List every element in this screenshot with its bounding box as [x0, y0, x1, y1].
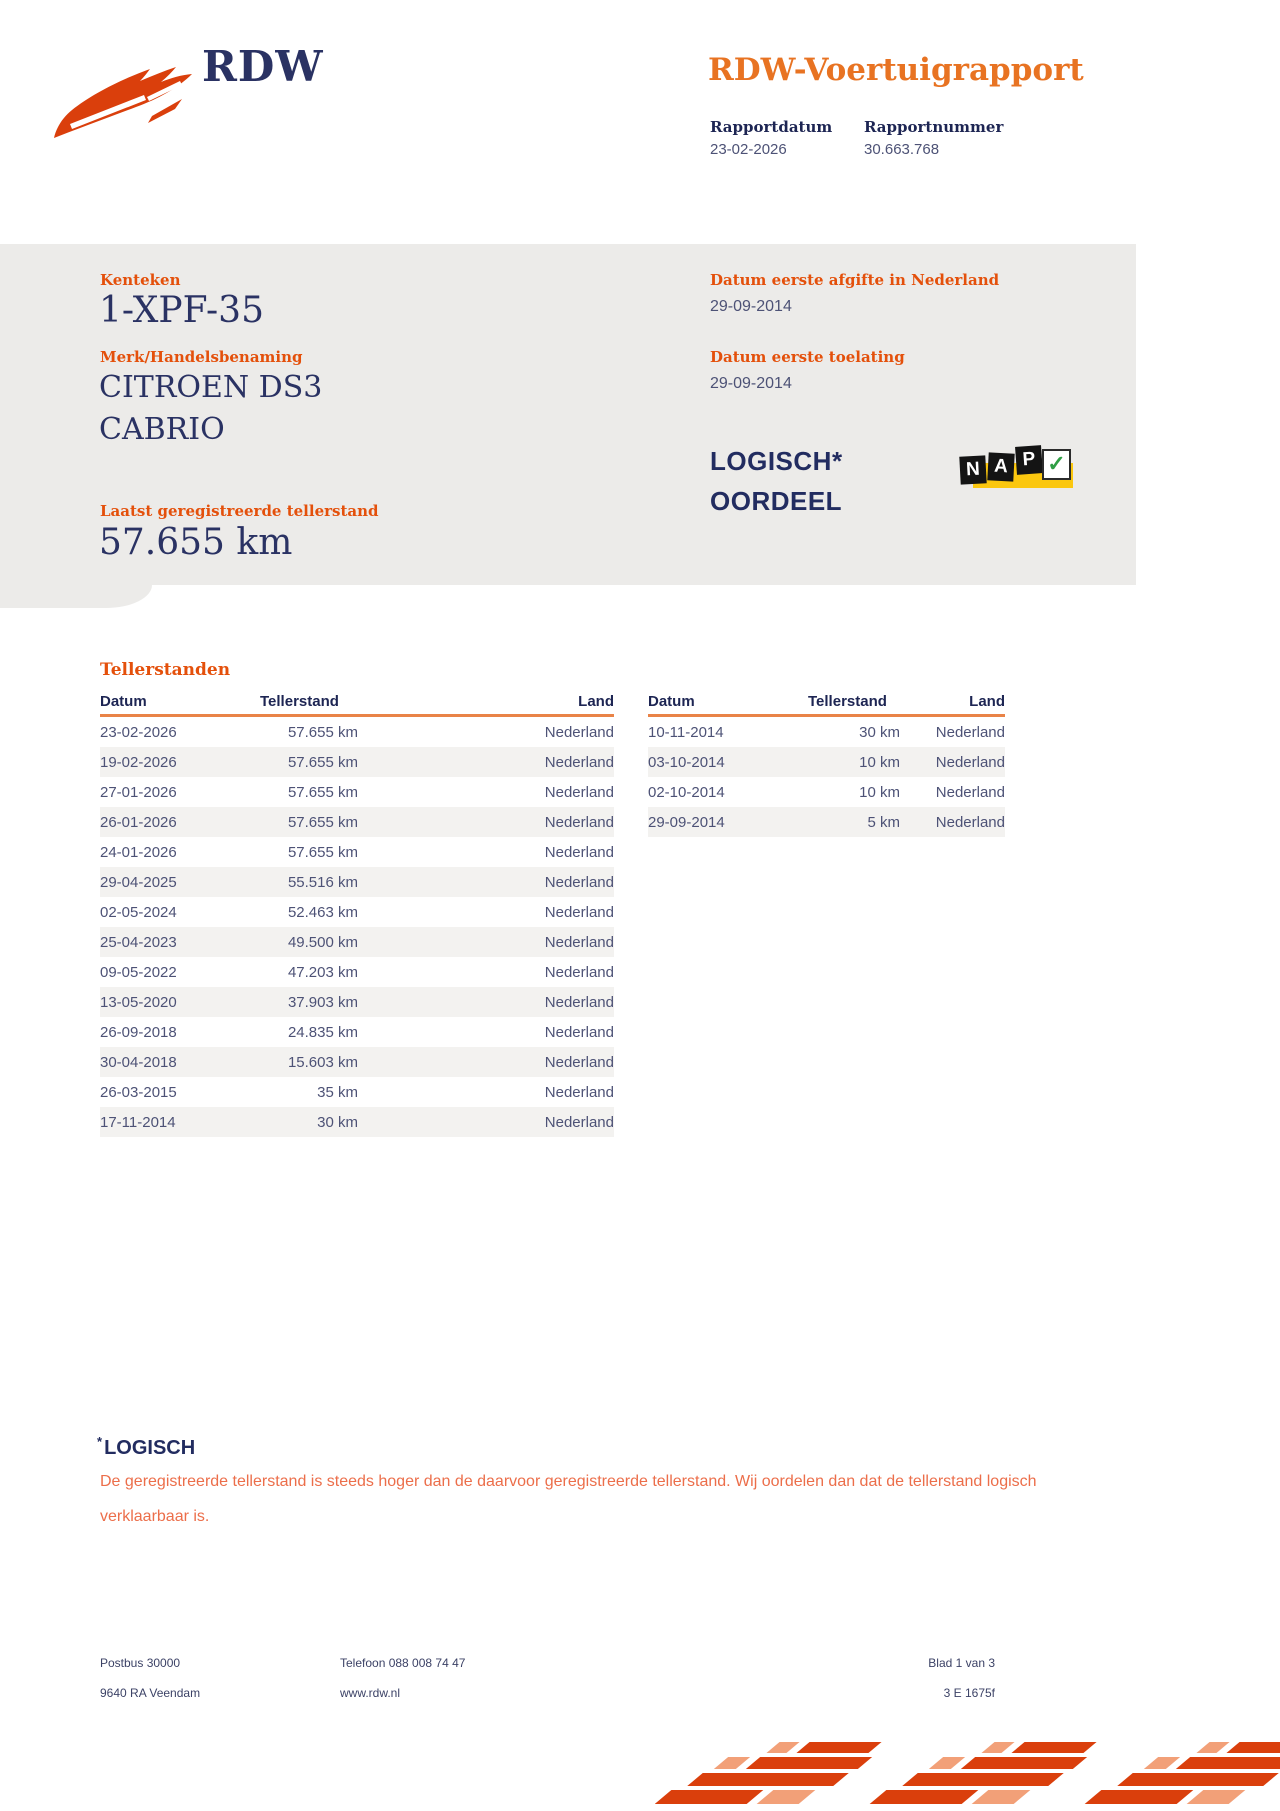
tellerstand-cell: 49.500 km: [287, 933, 358, 951]
table-row: [100, 1107, 614, 1137]
land-cell: Nederland: [935, 813, 1005, 831]
tellerstand-cell: 35 km: [317, 1083, 358, 1101]
datum-cell: 13-05-2020: [100, 993, 177, 1011]
datum-cell: 30-04-2018: [100, 1053, 177, 1071]
land-cell: Nederland: [544, 933, 614, 951]
tellerstand-cell: 30 km: [859, 723, 900, 741]
column-header-land: Land: [969, 692, 1005, 710]
summary-panel-tab: [0, 585, 152, 608]
land-cell: Nederland: [935, 783, 1005, 801]
footer-form-code: 3 E 1675f: [943, 1686, 995, 1700]
report-number-label: Rapportnummer: [864, 118, 1004, 136]
column-header-datum: Datum: [648, 692, 695, 710]
toelating-value: 29-09-2014: [710, 375, 792, 392]
table-row: [100, 1077, 614, 1107]
datum-cell: 02-05-2024: [100, 903, 177, 921]
land-cell: Nederland: [544, 843, 614, 861]
tellerstanden-heading: Tellerstanden: [100, 660, 231, 680]
table-row: [648, 807, 1005, 837]
tellerstanden-table-right: [648, 688, 1005, 837]
land-cell: Nederland: [544, 1053, 614, 1071]
tellerstand-cell: 10 km: [859, 753, 900, 771]
report-date-label: Rapportdatum: [710, 118, 833, 136]
datum-cell: 25-04-2023: [100, 933, 177, 951]
logisch-footnote-text: De geregistreerde tellerstand is steeds hoger dan de daarvoor geregistreerde tellerstand. Wij oordelen dan dat de tellerstand logisch verklaarbaar is.: [100, 1473, 1037, 1525]
datum-cell: 26-09-2018: [100, 1023, 177, 1041]
table-row: [648, 777, 1005, 807]
oordeel-line2: OORDEEL: [710, 486, 843, 516]
afgifte-value: 29-09-2014: [710, 298, 792, 315]
column-header-datum: Datum: [100, 692, 147, 710]
nap-logo: [956, 444, 1076, 494]
laatst-tellerstand-value: 57.655 km: [99, 522, 293, 563]
table-row: [648, 716, 1005, 748]
tellerstand-cell: 57.655 km: [287, 843, 358, 861]
datum-cell: 29-09-2014: [648, 813, 725, 831]
table-row: [100, 777, 614, 807]
report-date-value: 23-02-2026: [710, 141, 787, 158]
tellerstand-cell: 37.903 km: [287, 993, 358, 1011]
table-row: [100, 927, 614, 957]
table-header-row: [100, 688, 614, 716]
datum-cell: 26-03-2015: [100, 1083, 177, 1101]
datum-cell: 02-10-2014: [648, 783, 725, 801]
tellerstand-cell: 57.655 km: [287, 723, 358, 741]
datum-cell: 03-10-2014: [648, 753, 725, 771]
merk-value-line1: CITROEN DS3: [99, 370, 323, 405]
oordeel-line1: LOGISCH*: [710, 446, 843, 476]
tellerstand-cell: 57.655 km: [287, 753, 358, 771]
tellerstand-cell: 57.655 km: [287, 783, 358, 801]
table-row: [100, 807, 614, 837]
land-cell: Nederland: [544, 1023, 614, 1041]
table-row: [100, 957, 614, 987]
nap-letter-p: P: [1015, 445, 1043, 475]
toelating-label: Datum eerste toelating: [710, 348, 905, 366]
rdw-deco-stripes-icon: [655, 1740, 1280, 1811]
land-cell: Nederland: [544, 873, 614, 891]
footer-address-line1: Postbus 30000: [100, 1656, 181, 1670]
land-cell: Nederland: [935, 723, 1005, 741]
land-cell: Nederland: [544, 993, 614, 1011]
land-cell: Nederland: [544, 963, 614, 981]
table-row: [100, 987, 614, 1017]
land-cell: Nederland: [935, 753, 1005, 771]
column-header-land: Land: [578, 692, 614, 710]
datum-cell: 09-05-2022: [100, 963, 177, 981]
merk-value-line2: CABRIO: [99, 412, 225, 447]
table-row: [100, 897, 614, 927]
tellerstand-cell: 55.516 km: [287, 873, 358, 891]
table-row: [100, 1017, 614, 1047]
datum-cell: 23-02-2026: [100, 723, 177, 741]
logisch-footnote-title: [97, 1434, 195, 1460]
tellerstand-cell: 24.835 km: [287, 1023, 358, 1041]
datum-cell: 19-02-2026: [100, 753, 177, 771]
land-cell: Nederland: [544, 813, 614, 831]
footer-website: www.rdw.nl: [340, 1686, 401, 1700]
afgifte-label: Datum eerste afgifte in Nederland: [710, 271, 1000, 289]
column-header-tellerstand: Tellerstand: [808, 692, 887, 710]
footnote-title-text: LOGISCH: [104, 1437, 196, 1459]
tellerstand-cell: 15.603 km: [287, 1053, 358, 1071]
column-header-tellerstand: Tellerstand: [260, 692, 339, 710]
footer-phone: Telefoon 088 008 74 47: [340, 1656, 466, 1670]
datum-cell: 26-01-2026: [100, 813, 177, 831]
tellerstand-cell: 30 km: [317, 1113, 358, 1131]
tellerstand-cell: 52.463 km: [287, 903, 358, 921]
tellerstand-cell: 47.203 km: [287, 963, 358, 981]
datum-cell: 29-04-2025: [100, 873, 177, 891]
table-row: [100, 716, 614, 748]
datum-cell: 27-01-2026: [100, 783, 177, 801]
tellerstand-cell: 10 km: [859, 783, 900, 801]
footer-address-line2: 9640 RA Veendam: [100, 1686, 201, 1700]
table-header-row: [648, 688, 1005, 716]
rdw-logo-swoosh-icon: [52, 64, 194, 142]
nap-letter-a: A: [987, 452, 1014, 481]
table-row: [100, 1047, 614, 1077]
land-cell: Nederland: [544, 723, 614, 741]
nap-letter-n: N: [959, 455, 986, 484]
footer-page-number: Blad 1 van 3: [928, 1656, 995, 1670]
rdw-wordmark: RDW: [202, 42, 324, 91]
datum-cell: 24-01-2026: [100, 843, 177, 861]
land-cell: Nederland: [544, 1083, 614, 1101]
kenteken-value: 1-XPF-35: [99, 290, 264, 331]
datum-cell: 10-11-2014: [648, 723, 724, 741]
datum-cell: 17-11-2014: [100, 1113, 176, 1131]
nap-check-icon: ✓: [1042, 449, 1071, 480]
tellerstanden-table-left: [100, 688, 614, 1137]
land-cell: Nederland: [544, 903, 614, 921]
footnote-asterisk: *: [97, 1434, 103, 1449]
laatst-tellerstand-label: Laatst geregistreerde tellerstand: [100, 502, 379, 520]
tellerstand-cell: 5 km: [867, 813, 900, 831]
report-number-value: 30.663.768: [864, 141, 940, 158]
table-row: [100, 867, 614, 897]
table-row: [100, 837, 614, 867]
page-title: RDW-Voertuigrapport: [708, 52, 1084, 88]
table-row: [100, 747, 614, 777]
merk-label: Merk/Handelsbenaming: [100, 348, 303, 366]
table-row: [648, 747, 1005, 777]
land-cell: Nederland: [544, 783, 614, 801]
land-cell: Nederland: [544, 1113, 614, 1131]
land-cell: Nederland: [544, 753, 614, 771]
kenteken-label: Kenteken: [100, 271, 181, 289]
tellerstand-cell: 57.655 km: [287, 813, 358, 831]
